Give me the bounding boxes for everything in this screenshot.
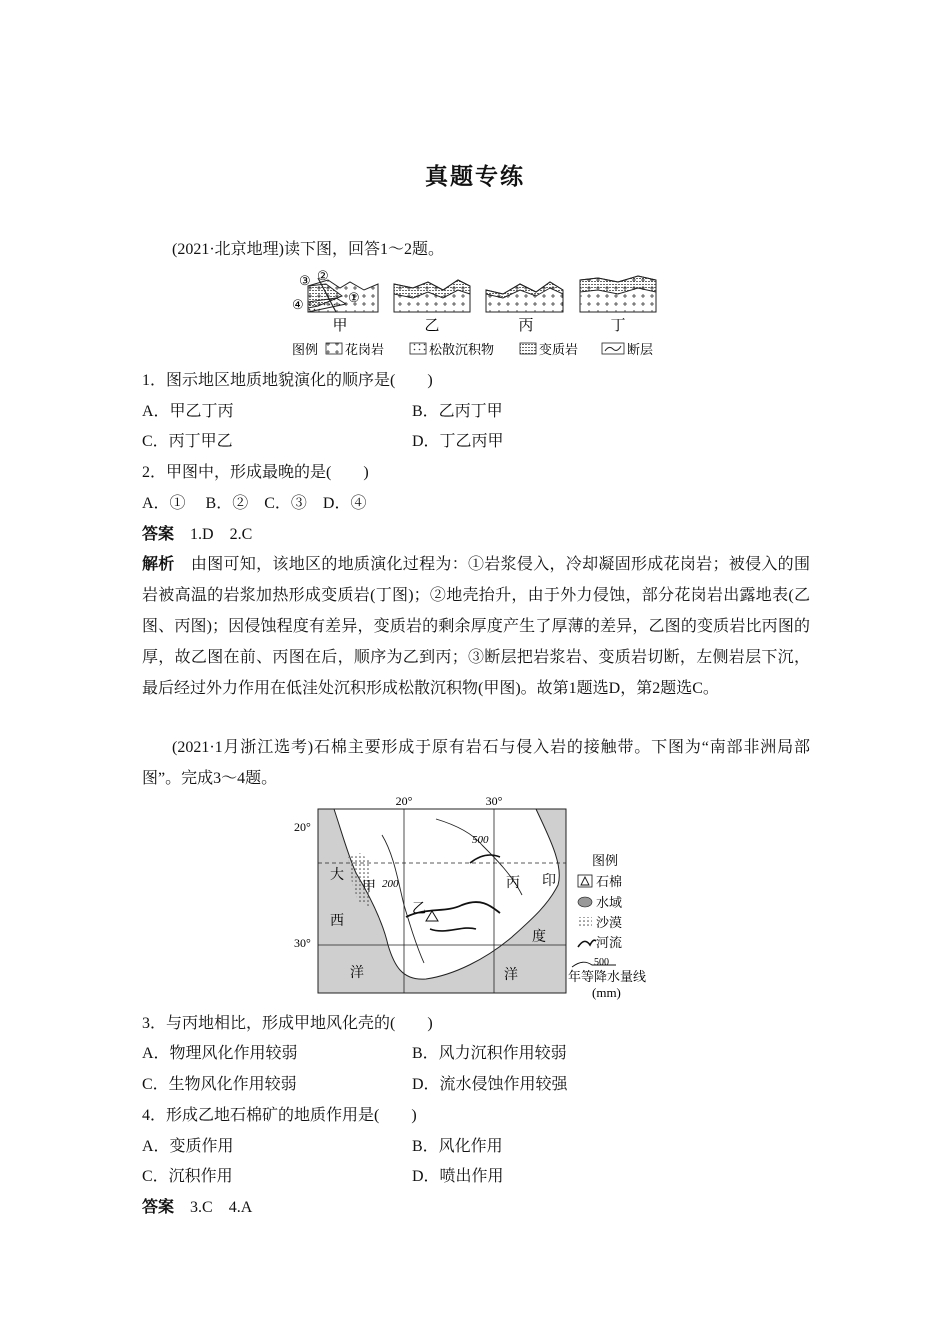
- legend-fault: 断层: [627, 342, 654, 357]
- legend-isoline: 年等降水量线: [568, 969, 647, 984]
- q1-option-a: A．甲乙丁丙: [142, 403, 234, 420]
- lat-label-20: 20°: [294, 820, 311, 834]
- q1-stem: 1．图示地区地质地貌演化的顺序是( ): [142, 372, 433, 389]
- fault-icon: [605, 346, 621, 351]
- place-jia: 甲: [362, 880, 376, 895]
- panel-label-ding: 丁: [610, 318, 626, 334]
- marker-3: ③: [299, 273, 311, 288]
- q4-option-d: D．喷出作用: [412, 1168, 504, 1185]
- q3-option-c: C．生物风化作用较弱: [142, 1076, 297, 1093]
- panel-yi-section: [394, 280, 470, 312]
- legend-swatch-metamorphic: [520, 343, 536, 354]
- legend-sediment: 松散沉积物: [429, 342, 495, 357]
- answer-value: 1.D 2.C: [190, 526, 253, 543]
- isoline-label-200: 200: [382, 878, 399, 890]
- panel-label-jia: 甲: [332, 318, 348, 334]
- legend-unit: (mm): [592, 985, 621, 1000]
- lon-label-20: 20°: [395, 795, 413, 808]
- q1-option-d: D．丁乙丙甲: [412, 433, 504, 450]
- desert-icon: [578, 917, 592, 927]
- q3-stem: 3．与丙地相比，形成甲地风化壳的( ): [142, 1015, 433, 1032]
- page-title: 真题专练: [425, 164, 525, 190]
- q3-option-d: D．流水侵蚀作用较强: [412, 1076, 568, 1093]
- analysis-label: 解析: [142, 556, 175, 573]
- answer-3-4: [142, 1198, 252, 1218]
- q1-option-b: B．乙丙丁甲: [412, 403, 503, 420]
- marker-4: ④: [292, 297, 304, 312]
- geology-cross-section-figure: [288, 268, 668, 360]
- intro-question-1-2: (2021·北京地理)读下图，回答1～2题。: [172, 241, 444, 258]
- panel-bing-section: [486, 282, 563, 312]
- ocean-right-2: 度: [532, 930, 546, 945]
- southern-africa-map: [286, 795, 660, 1003]
- water-icon: [578, 897, 592, 907]
- answer-label: 答案: [142, 526, 175, 543]
- q4-stem: 4．形成乙地石棉矿的地质作用是( ): [142, 1107, 417, 1124]
- place-yi: 乙: [412, 902, 426, 917]
- answer-1-2: [142, 525, 252, 545]
- q1-option-c: C．丙丁甲乙: [142, 433, 233, 450]
- lat-label-30: 30°: [294, 936, 311, 950]
- ocean-right-1: 印: [542, 874, 556, 889]
- q4-option-c: C．沉积作用: [142, 1168, 233, 1185]
- ocean-left-2: 西: [330, 914, 344, 929]
- panel-label-bing: 丙: [518, 318, 534, 334]
- legend-isoline-value: 500: [594, 957, 609, 968]
- analysis-text: 由图可知，该地区的地质演化过程为：①岩浆侵入，冷却凝固形成花岗岩；被侵入的围岩被高温的岩浆加热形成变质岩(丁图)；②地壳抬升，由于外力侵蚀，部分花岗岩出露地表(乙图、丙图)；因侵蚀程度有差异，变质岩的剩余厚度产生了厚薄的差异，乙图的变质岩比丙图的厚，故乙图在前、丙图在后，顺序为乙到丙；③断层把岩浆岩、变质岩切断，左侧岩层下沉，最后经过外力作用在低洼处沉积形成松散沉积物(甲图)。故第1题选D，第2题选C。: [142, 556, 810, 697]
- q4-option-a: A．变质作用: [142, 1138, 234, 1155]
- place-bing: 丙: [506, 876, 520, 891]
- legend-water: 水域: [596, 895, 623, 910]
- legend-swatch-granite: [326, 343, 342, 354]
- isoline-label-500: 500: [472, 834, 489, 846]
- intro-question-3-4: (2021·1月浙江选考)石棉主要形成于原有岩石与侵入岩的接触带。下图为“南部非洲局部图”。完成3～4题。: [142, 739, 810, 787]
- answer-value-2: 3.C 4.A: [190, 1199, 253, 1216]
- lon-label-30: 30°: [485, 795, 503, 808]
- q3-option-a: A．物理风化作用较弱: [142, 1045, 298, 1062]
- fig1-legend-title: 图例: [292, 342, 319, 357]
- q4-option-b: B．风化作用: [412, 1138, 503, 1155]
- legend-desert: 沙漠: [596, 915, 623, 930]
- legend-metamorphic: 变质岩: [539, 342, 579, 357]
- panel-jia-section: [292, 268, 378, 312]
- ocean-right-3: 洋: [504, 968, 518, 983]
- ocean-left-3: 洋: [350, 966, 364, 981]
- marker-1: ①: [348, 290, 360, 305]
- fig2-legend-title: 图例: [592, 853, 619, 868]
- river-icon: [578, 940, 596, 947]
- q3-option-b: B．风力沉积作用较弱: [412, 1045, 567, 1062]
- analysis-paragraph: [142, 549, 810, 704]
- q2-options: A．① B．② C．③ D．④: [142, 495, 367, 512]
- legend-river: 河流: [596, 935, 623, 950]
- legend-asbestos: 石棉: [596, 874, 623, 889]
- q2-stem: 2．甲图中，形成最晚的是( ): [142, 464, 369, 481]
- marker-2: ②: [317, 268, 329, 283]
- answer-label-2: 答案: [142, 1199, 175, 1216]
- panel-ding-section: [580, 276, 656, 312]
- ocean-left-1: 大: [330, 868, 344, 883]
- panel-label-yi: 乙: [424, 318, 440, 334]
- legend-swatch-sediment: [410, 343, 426, 354]
- legend-granite: 花岗岩: [345, 342, 385, 357]
